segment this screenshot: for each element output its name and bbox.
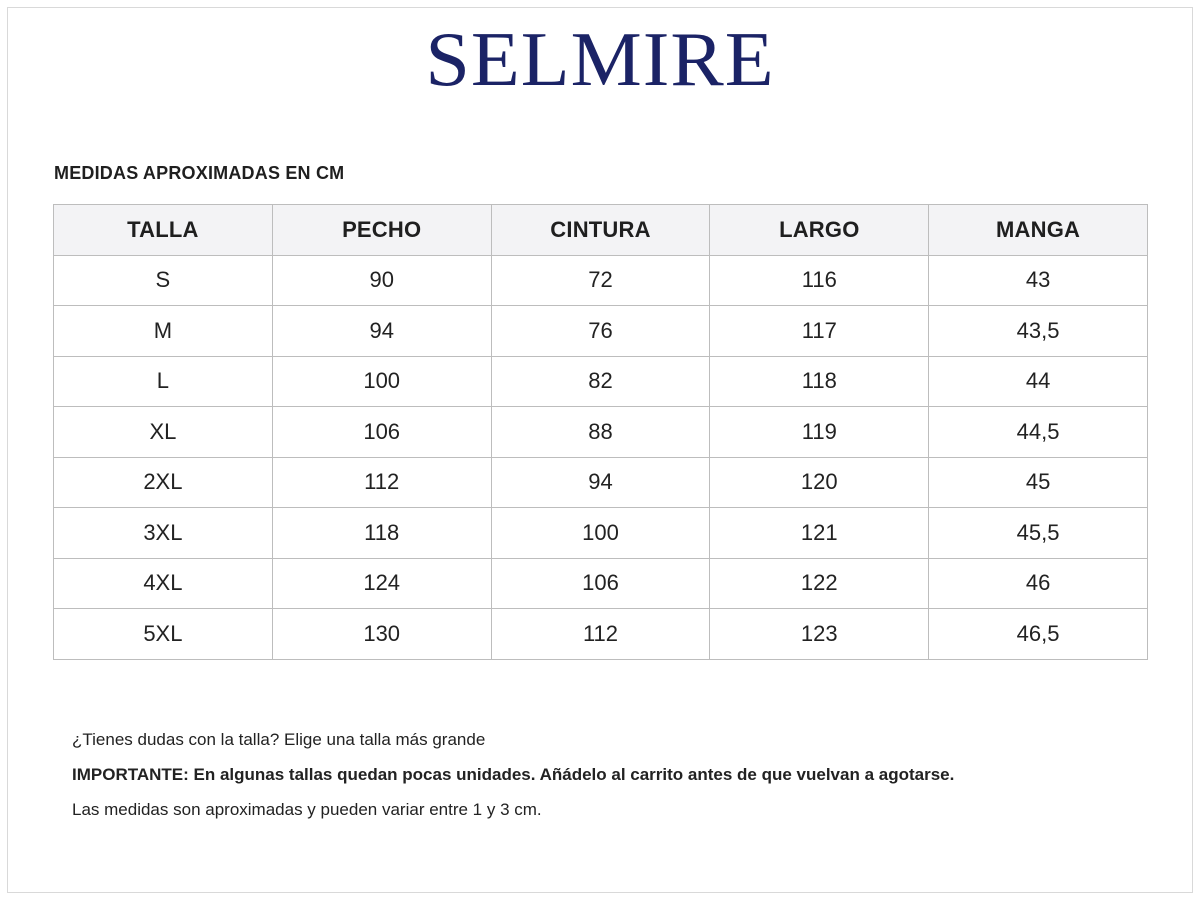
column-header-cintura: CINTURA (491, 205, 710, 256)
table-cell: 46 (929, 558, 1148, 609)
table-row (54, 407, 1148, 458)
table-cell: 106 (272, 407, 491, 458)
table-cell: 45,5 (929, 508, 1148, 559)
table-cell: 2XL (54, 457, 273, 508)
table-cell: 118 (710, 356, 929, 407)
column-header-manga: MANGA (929, 205, 1148, 256)
table-cell: 45 (929, 457, 1148, 508)
table-row (54, 508, 1148, 559)
size-doubt-note: ¿Tienes dudas con la talla? Elige una talla más grande (72, 730, 486, 749)
column-header-pecho: PECHO (272, 205, 491, 256)
table-cell: 112 (491, 609, 710, 660)
table-cell: 116 (710, 255, 929, 306)
column-header-talla: TALLA (54, 205, 273, 256)
table-row (54, 457, 1148, 508)
table-row (54, 255, 1148, 306)
table-cell: M (54, 306, 273, 357)
table-cell: 119 (710, 407, 929, 458)
table-cell: XL (54, 407, 273, 458)
table-header-row (54, 205, 1148, 256)
table-row (54, 558, 1148, 609)
table-cell: S (54, 255, 273, 306)
table-cell: 117 (710, 306, 929, 357)
table-cell: 124 (272, 558, 491, 609)
table-cell: 94 (272, 306, 491, 357)
table-cell: 76 (491, 306, 710, 357)
table-cell: 4XL (54, 558, 273, 609)
section-title: MEDIDAS APROXIMADAS EN CM (54, 163, 345, 183)
table-row (54, 306, 1148, 357)
table-cell: 46,5 (929, 609, 1148, 660)
brand-logo: SELMIRE (425, 17, 775, 103)
table-cell: 130 (272, 609, 491, 660)
table-cell: 106 (491, 558, 710, 609)
table-cell: 72 (491, 255, 710, 306)
important-note: IMPORTANTE: En algunas tallas quedan pocas unidades. Añádelo al carrito antes de que vuelvan a agotarse. (72, 765, 955, 784)
size-table (53, 204, 1148, 660)
approximate-measures-note: Las medidas son aproximadas y pueden variar entre 1 y 3 cm. (72, 800, 542, 819)
table-cell: 112 (272, 457, 491, 508)
table-cell: 122 (710, 558, 929, 609)
table-cell: 90 (272, 255, 491, 306)
table-row (54, 356, 1148, 407)
table-cell: 100 (491, 508, 710, 559)
table-cell: 43,5 (929, 306, 1148, 357)
notes-section (72, 730, 1152, 835)
table-cell: 94 (491, 457, 710, 508)
table-cell: 100 (272, 356, 491, 407)
table-cell: 44 (929, 356, 1148, 407)
table-cell: 3XL (54, 508, 273, 559)
table-cell: 118 (272, 508, 491, 559)
table-cell: 121 (710, 508, 929, 559)
column-header-largo: LARGO (710, 205, 929, 256)
table-row (54, 609, 1148, 660)
table-cell: 120 (710, 457, 929, 508)
table-cell: 5XL (54, 609, 273, 660)
table-cell: 44,5 (929, 407, 1148, 458)
table-cell: 43 (929, 255, 1148, 306)
table-cell: 88 (491, 407, 710, 458)
table-cell: L (54, 356, 273, 407)
table-cell: 82 (491, 356, 710, 407)
table-cell: 123 (710, 609, 929, 660)
